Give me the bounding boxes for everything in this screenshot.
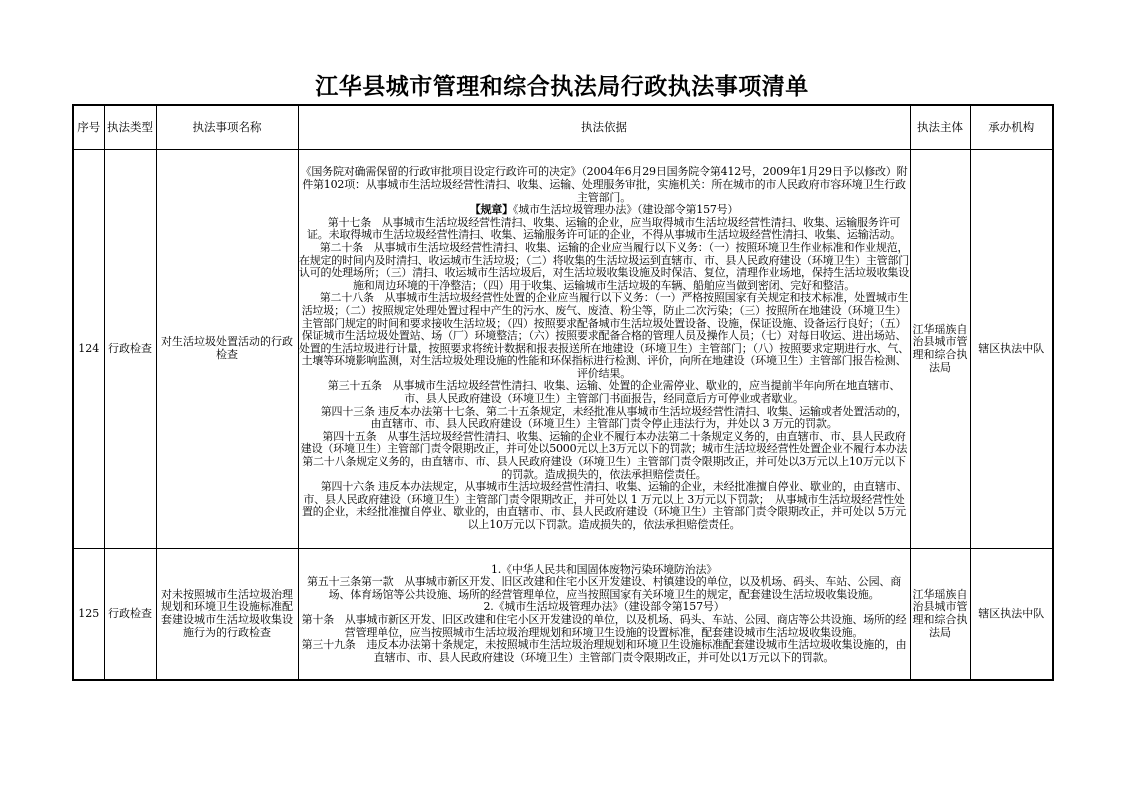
row-type: 行政检查 bbox=[104, 150, 156, 549]
basis-paragraph: 第四十五条 从事生活垃圾经营性清扫、收集、运输的企业不履行本办法第二十条规定义务的，由直辖市、市、县人民政府建设（环境卫生）主管部门责令限期改正，并可处以5000元以上3万元以下的罚款；城市生活垃圾经营性处置企业不履行本办法第二十八条规定义务的，由直辖市、市、县人民政府建设（环境卫生）主管部门责令限期改正，并可处以3万元以上10万元以下的罚款。造成损失的，依法承担赔偿责任。 bbox=[300, 429, 908, 481]
table-row bbox=[73, 549, 1053, 681]
header-name: 执法事项名称 bbox=[156, 105, 298, 150]
basis-paragraph: 2.《城市生活垃圾管理办法》（建设部令第157号） bbox=[483, 600, 725, 614]
basis-paragraph: 第十条 从事城市新区开发、旧区改建和住宅小区开发建设的单位，以及机场、码头、车站、公园、商店等公共设施、场所的经营管理单位，应当按照城市生活垃圾治理规划和环境卫生设施的设置标准，配套建设城市生活垃圾收集设施。 bbox=[301, 613, 907, 639]
row-basis bbox=[298, 150, 910, 549]
page-title: 江华县城市管理和综合执法局行政执法事项清单 bbox=[315, 73, 809, 100]
basis-paragraph: 1.《中华人民共和国固体废物污染环境防治法》 bbox=[490, 562, 718, 576]
row-agency: 辖区执法中队 bbox=[970, 150, 1053, 549]
basis-paragraph: 第三十九条 违反本办法第十条规定，未按照城市生活垃圾治理规划和环境卫生设施标准配套建设城市生活垃圾收集设施的，由直辖市、市、县人民政府建设（环境卫生）主管部门责令限期改正，并可处以1万元以下的罚款。 bbox=[301, 638, 907, 664]
row-no: 125 bbox=[73, 549, 104, 681]
basis-paragraph: 第四十六条 违反本办法规定，从事城市生活垃圾经营性清扫、收集、运输的企业，未经批准擅自停业、歇业的，由直辖市、市、县人民政府建设（环境卫生）主管部门责令限期改正，并可处以 1 万元以上 3万元以下罚款； 从事城市生活垃圾经营性处置的企业，未经批准擅自停业、歇业的，由直辖市、市、县人民政府建设（环境卫生）主管部门责令限期改正，并可处以 5万元以上10万元以下罚款。造成损失的，依法承担赔偿责任。 bbox=[301, 480, 908, 532]
enforcement-items-table bbox=[72, 104, 1054, 681]
row-item-name: 对未按照城市生活垃圾治理规划和环境卫生设施标准配套建设城市生活垃圾收集设施行为的行政检查 bbox=[156, 549, 298, 681]
row-type: 行政检查 bbox=[104, 549, 156, 681]
row-agency: 辖区执法中队 bbox=[970, 549, 1053, 681]
table-header-row bbox=[73, 105, 1053, 150]
basis-paragraph: 第三十五条 从事城市生活垃圾经营性清扫、收集、运输、处置的企业需停业、歇业的，应当提前半年向所在地直辖市、市、县人民政府建设（环境卫生）主管部门书面报告，经同意后方可停业或者歇业。 bbox=[327, 379, 901, 406]
basis-paragraph: 【规章】《城市生活垃圾管理办法》（建设部令第157号） bbox=[469, 203, 739, 217]
row-basis bbox=[298, 549, 910, 681]
basis-paragraph: 第十七条 从事城市生活垃圾经营性清扫、收集、运输的企业，应当取得城市生活垃圾经营性清扫、收集、运输服务许可证。未取得城市生活垃圾经营性清扫、收集、运输服务许可证的企业，不得从事城市生活垃圾经营性清扫、收集、运输活动。 bbox=[307, 215, 901, 242]
basis-paragraph: 《国务院对确需保留的行政审批项目设定行政许可的决定》（2004年6月29日国务院令第412号，2009年1月29日予以修改）附件第102项：从事城市生活垃圾经营性清扫、收集、运输、处理服务审批，实施机关：所在城市的市人民政府市容环境卫生行政主管部门。 bbox=[300, 165, 908, 204]
header-no: 序号 bbox=[73, 105, 104, 150]
row-subject: 江华瑶族自治县城市管理和综合执法局 bbox=[910, 549, 970, 681]
table-row bbox=[73, 150, 1053, 549]
regulation-tag: 【规章】 bbox=[469, 203, 513, 217]
header-agency: 承办机构 bbox=[970, 105, 1053, 150]
header-basis: 执法依据 bbox=[298, 105, 910, 150]
header-type: 执法类型 bbox=[104, 105, 156, 150]
row-item-name: 对生活垃圾处置活动的行政检查 bbox=[156, 150, 298, 549]
row-no: 124 bbox=[73, 150, 104, 549]
basis-paragraph: 第四十三条 违反本办法第十七条、第二十五条规定，未经批准从事城市生活垃圾经营性清扫、收集、运输或者处置活动的，由直辖市、市、县人民政府建设（环境卫生）主管部门责令停止违法行为，并处以 3 万元的罚款。 bbox=[320, 404, 908, 431]
basis-paragraph: 第五十三条第一款 从事城市新区开发、旧区改建和住宅小区开发建设、村镇建设的单位，以及机场、码头、车站、公园、商场、体育场馆等公共设施、场所的经营管理单位，应当按照国家有关环境卫生的规定，配套建设生活垃圾收集设施。 bbox=[307, 575, 901, 601]
basis-paragraph: 第二十条 从事城市生活垃圾经营性清扫、收集、运输的企业应当履行以下义务：（一）按照环境卫生作业标准和作业规范，在规定的时间内及时清扫、收运城市生活垃圾；（二）将收集的生活垃圾运到直辖市、市、县人民政府建设（环境卫生）主管部门认可的处理场所；（三）清扫、收运城市生活垃圾后，对生活垃圾收集设施及时保洁、复位，清理作业场地，保持生活垃圾收集设施和周边环境的干净整洁；（四）用于收集、运输城市生活垃圾的车辆、船舶应当做到密闭、完好和整洁。 bbox=[298, 240, 910, 292]
basis-paragraph: 第二十八条 从事城市生活垃圾经营性处置的企业应当履行以下义务：（一）严格按照国家有关规定和技术标准，处置城市生活垃圾；（二）按照规定处理处置过程中产生的污水、废气、废渣、粉尘等，防止二次污染；（三）按照所在地建设（环境卫生）主管部门规定的时间和要求接收生活垃圾；（四）按照要求配备城市生活垃圾处置设备、设施，保证设施、设备运行良好；（五）保证城市生活垃圾处置站、场（厂）环境整洁；（六）按照要求配备合格的管理人员及操作人员；（七）对每日收运、进出场站、处置的生活垃圾进行计量，按照要求将统计数据和报表报送所在地建设（环境卫生）主管部门；（八）按照要求定期进行水、气、土壤等环境影响监测，对生活垃圾处理设施的性能和环保指标进行检测、评价，向所在地建设（环境卫生）主管部门报告检测、评价结果。 bbox=[298, 291, 910, 380]
header-subject: 执法主体 bbox=[910, 105, 970, 150]
row-subject: 江华瑶族自治县城市管理和综合执法局 bbox=[910, 150, 970, 549]
